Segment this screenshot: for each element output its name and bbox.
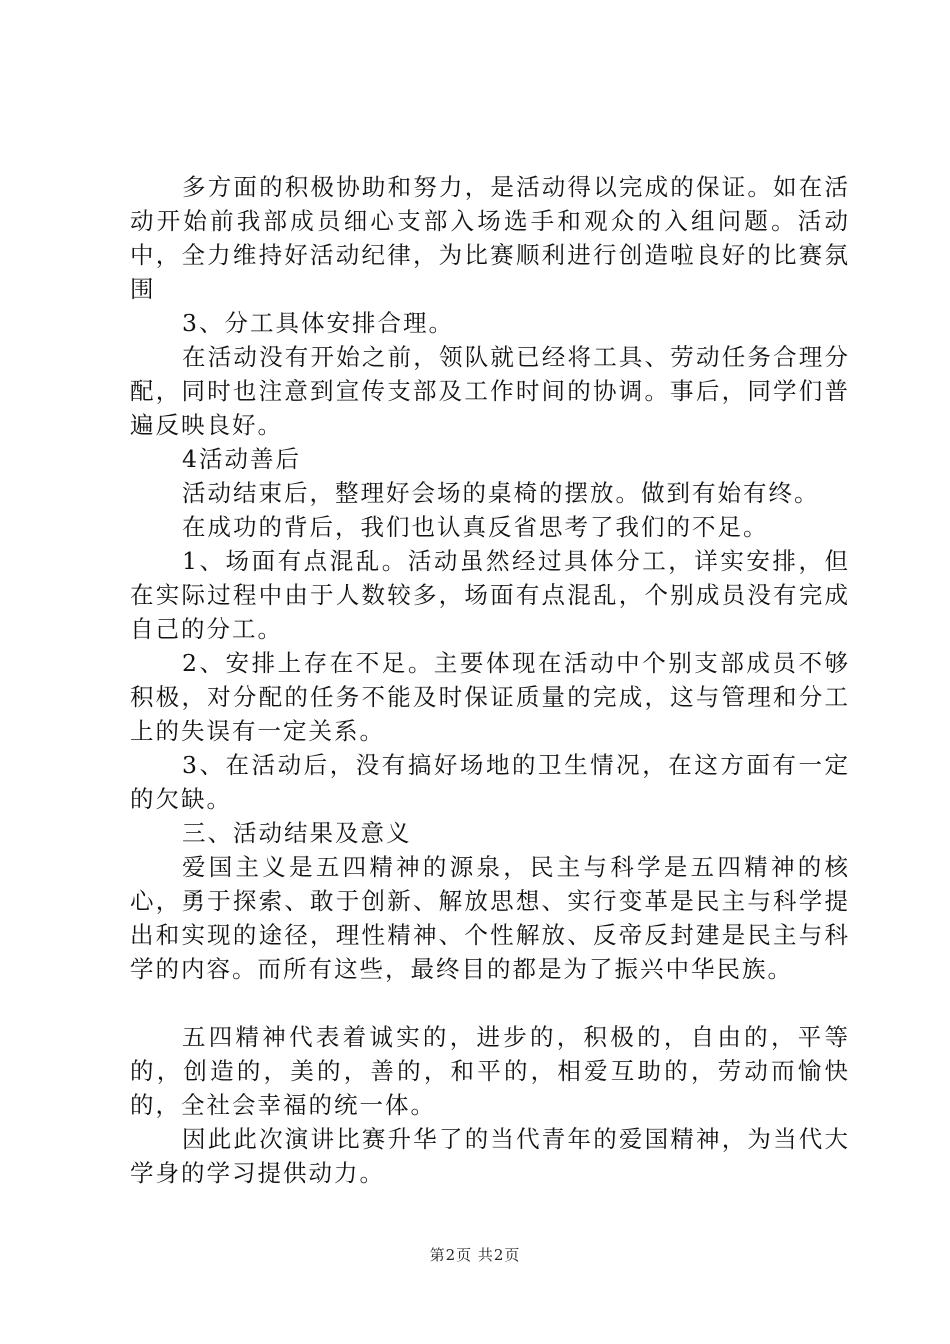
heading-task-division: 3、分工具体安排合理。: [182, 309, 454, 337]
paragraph-task-division: 在活动没有开始之前，领队就已经将工具、劳动任务合理分配，同时也注意到宣传支部及工作时间的协调。事后，同学们普遍反映良好。: [130, 343, 850, 439]
paragraph-shortcoming-2: 2、安排上存在不足。主要体现在活动中个别支部成员不够积极，对分配的任务不能及时保证质量的完成，这与管理和分工上的失误有一定关系。: [130, 649, 850, 745]
heading-aftermath: 4活动善后: [182, 445, 301, 473]
paragraph-shortcoming-1: 1、场面有点混乱。活动虽然经过具体分工，详实安排，但在实际过程中由于人数较多，场面有点混乱，个别成员没有完成自己的分工。: [130, 547, 850, 643]
paragraph-conclusion: 因此此次演讲比赛升华了的当代青年的爱国精神，为当代大学身的学习提供动力。: [130, 1125, 850, 1187]
document-body: [130, 170, 850, 1190]
paragraph-aftermath: 活动结束后，整理好会场的桌椅的摆放。做到有始有终。: [182, 479, 820, 507]
paragraph-cooperation: 多方面的积极协助和努力，是活动得以完成的保证。如在活动开始前我部成员细心支部入场选手和观众的入组问题。活动中，全力维持好活动纪律，为比赛顺利进行创造啦良好的比赛氛围: [130, 173, 850, 303]
paragraph-patriotism: 爱国主义是五四精神的源泉，民主与科学是五四精神的核心，勇于探索、敢于创新、解放思想、实行变革是民主与科学提出和实现的途径，理性精神、个性解放、反帝反封建是民主与科学的内容。而所有这些，最终目的都是为了振兴中华民族。: [130, 853, 850, 983]
paragraph-may-fourth-spirit: 五四精神代表着诚实的，进步的，积极的，自由的，平等的，创造的，美的，善的，和平的，相爱互助的，劳动而愉快的，全社会幸福的统一体。: [130, 1023, 850, 1119]
heading-results: 三、活动结果及意义: [182, 819, 412, 847]
page-footer: 第2页 共2页: [429, 1246, 521, 1264]
paragraph-shortcoming-3: 3、在活动后，没有搞好场地的卫生情况，在这方面有一定的欠缺。: [130, 751, 850, 813]
paragraph-reflection: 在成功的背后，我们也认真反省思考了我们的不足。: [182, 513, 769, 541]
